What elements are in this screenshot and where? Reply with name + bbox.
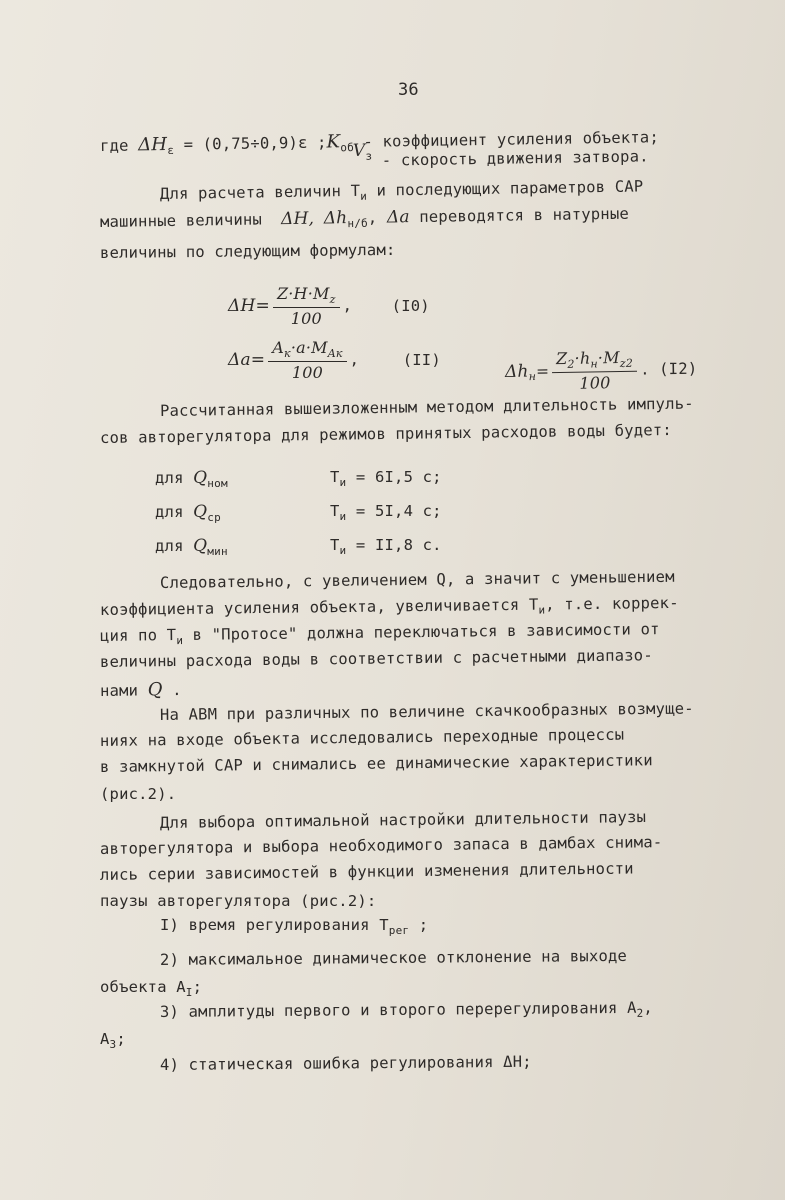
- fraction: $\frac{Z_2\cdot h_н\cdot M_{z2}}{100}$: [552, 348, 638, 393]
- para-4-line-1: Для выбора оптимальной настройки длительности паузы: [159, 808, 647, 832]
- para-2-line-5: нами Q .: [99, 679, 182, 701]
- formula-label: . (I2): [639, 359, 698, 379]
- line-for-calculation: Для расчета величин $T_и$ и последующих параметров САР: [159, 177, 644, 203]
- list-item-2-cont: объекта $A_I$;: [100, 978, 203, 999]
- para-3-line-4: (рис.2).: [100, 785, 177, 803]
- list-item-3: 3) амплитуды первого и второго перерегулирования $A_2$,: [159, 998, 654, 1021]
- para-2-line-4: величины расхода воды в соответствии с расчетными диапазо-: [99, 646, 653, 671]
- para-3-line-2: ниях на входе объекта исследовались переходные процессы: [99, 725, 625, 750]
- list-item-4: 4) статическая ошибка регулирования ΔH;: [159, 1052, 532, 1074]
- para-2-line-3: ция по $T_и$ в "Протосе" должна переключаться в зависимости от: [99, 620, 660, 648]
- para-3-line-1: На АВМ при различных по величине скачкообразных возмуще-: [159, 699, 694, 724]
- page-number: 36: [398, 80, 419, 100]
- formula-label: (I0): [391, 297, 430, 315]
- formula-10: ΔH= $\frac{Z\cdot H\cdot M_z}{100}$ , (I0): [228, 284, 430, 328]
- list-item-1: I) время регулирования $T_{рег}$ ;: [160, 916, 429, 937]
- para-3-line-3: в замкнутой САР и снимались ее динамические характеристики: [99, 751, 653, 776]
- formula-12: $\Delta h_н=$ $\frac{Z_2\cdot h_н\cdot M_{z2}}{100}$ . (I2): [504, 347, 698, 393]
- list-item-2: 2) максимальное динамическое отклонение на выходе: [159, 946, 628, 969]
- regime-nominal: для $Q_{ном}$ $T_и = 6I,5$ c;: [155, 468, 442, 490]
- fraction: $\frac{Z\cdot H\cdot M_z}{100}$: [273, 284, 340, 328]
- para-4-line-4: паузы авторегулятора (рис.2):: [100, 892, 377, 910]
- para-4-line-3: лись серии зависимостей в функции изменения длительности: [99, 859, 634, 884]
- line-gate-speed: $V^з$ - скорость движения затвора.: [352, 140, 649, 170]
- line-where-delta-h: где $\Delta H_\varepsilon = (0,75\div 0,9)\varepsilon$ $;K_{об}$ - коэффициент усиления объекта;: [99, 128, 660, 157]
- formula-label: (II): [402, 351, 441, 369]
- para-1-line-2: сов авторегулятора для режимов принятых расходов воды будет:: [99, 421, 672, 447]
- para-1-line-1: Рассчитанная вышеизложенным методом длительность импуль-: [159, 394, 694, 420]
- para-4-line-2: авторегулятора и выбора необходимого запаса в дамбах снима-: [99, 833, 663, 858]
- formula-11: Δa= $\frac{A_к\cdot a\cdot M_{Aк}}{100}$ , (II): [228, 338, 441, 382]
- line-machine-values: машинные величины ΔH, $\Delta h_{н/б}$, Δa переводятся в натурные: [99, 204, 630, 231]
- para-2-line-2: коэффициента усиления объекта, увеличивается $T_и$, т.е. коррек-: [99, 593, 679, 619]
- line-following-formulas: величины по следующим формулам:: [99, 240, 396, 262]
- fraction: $\frac{A_к\cdot a\cdot M_{Aк}}{100}$: [268, 338, 346, 382]
- regime-average: для $Q_{ср}$ $T_и = 5I,4$ c;: [155, 502, 442, 524]
- regime-minimum: для $Q_{мин}$ $T_и = II,8$ c.: [155, 536, 442, 558]
- list-item-3-cont: $A_3$;: [100, 1030, 126, 1051]
- para-2-line-1: Следовательно, с увеличением Q, а значит с уменьшением: [159, 567, 675, 592]
